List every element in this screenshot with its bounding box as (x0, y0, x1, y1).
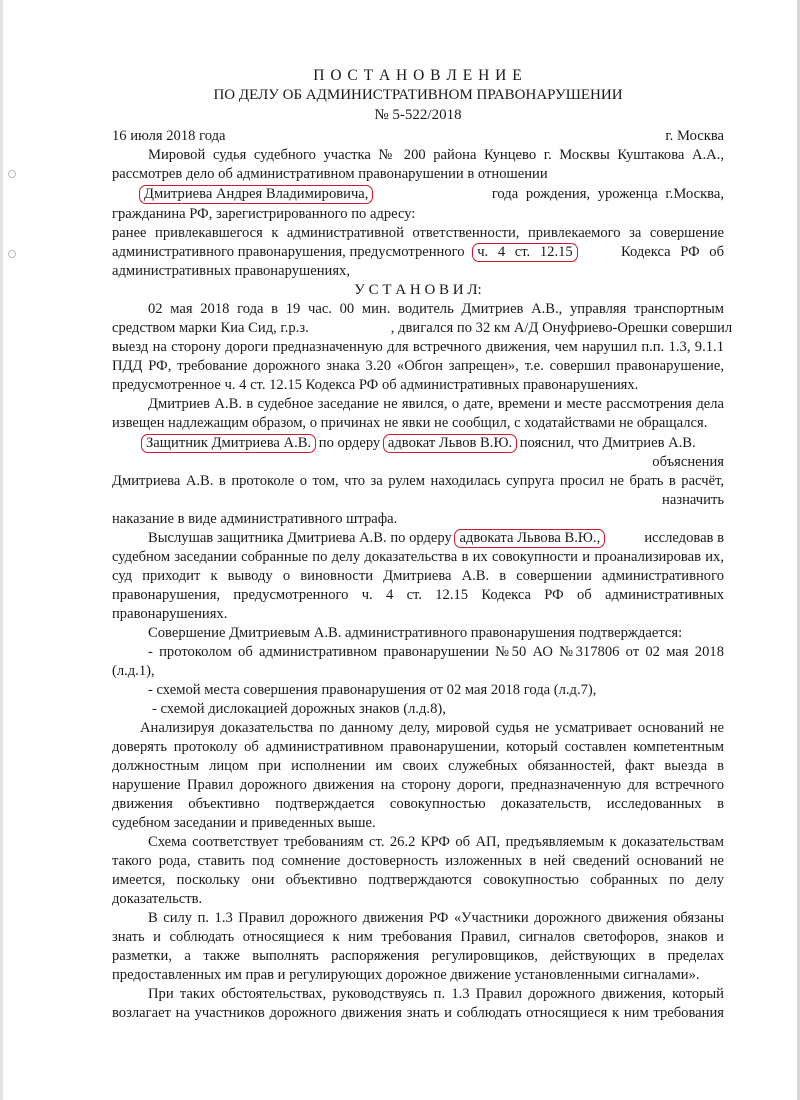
scan-edge-left (0, 0, 3, 1100)
paragraph-line: Схема соответствует требованиям ст. 26.2 КРФ об АП, предъявляемым к доказательствам (148, 834, 724, 850)
paragraph-line: выезд на сторону дороги предназначенную для встречного движения, чем нарушил п.п. 1.3, 9.1.1 (112, 339, 724, 355)
intro-line: ранее привлекавшегося к административной ответственности, привлекаемого за совершение (112, 225, 724, 241)
paragraph-line: извещен надлежащим образом, о причинах не явки не сообщил, с ходатайствами не обращался. (112, 415, 708, 431)
paragraph-line: предусмотренное ч. 4 ст. 12.15 Кодекса РФ об административных правонарушениях. (112, 377, 639, 393)
paragraph-line: Защитник Дмитриева А.В. по ордеру адвокат Львов В.Ю. пояснил, что Дмитриев А.В. (112, 434, 724, 453)
birth-info: года рождения, уроженца г.Москва, (491, 186, 724, 202)
intro-line (112, 185, 724, 204)
paragraph-line: имеется, поскольку они объективно подтверждаются совокупностью собранных по делу (112, 872, 724, 888)
paragraph-line: При таких обстоятельствах, руководствуясь п. 1.3 Правил дорожного движения, который (148, 986, 724, 1002)
defendant-name-highlight: Дмитриева Андрея Владимировича, (139, 185, 373, 204)
paragraph-line: предоставленных им прав и регулирующих дорожное движение установленными сигналами». (112, 967, 700, 983)
paragraph-line: судебном заседании собранные по делу доказательства в их совокупности и проанализировав их, (112, 549, 724, 565)
paragraph-line: наказание в виде административного штрафа. (112, 511, 398, 527)
paragraph-line: судебном заседании и приведенных выше. (112, 815, 376, 831)
paragraph-line: объяснения (652, 454, 724, 470)
hole-mark (8, 250, 16, 258)
paragraph-line: доверять протоколу об административном правонарушении, который составлен компетентным (112, 739, 724, 755)
paragraph-line: движения объективно подтверждается совокупностью доказательств, исследованных в (112, 796, 724, 812)
intro-line: гражданина РФ, зарегистрированного по адресу: (112, 206, 416, 222)
document-city: г. Москва (665, 128, 724, 144)
lawyer-highlight-2: адвоката Львова В.Ю., (454, 529, 605, 548)
paragraph-line: средством марки Киа Сид, г.р.з. , двигался по 32 км А/Д Онуфриево-Орешки совершил (112, 320, 733, 336)
document-title: П О С Т А Н О В Л Е Н И Е (313, 67, 523, 84)
lawyer-highlight: адвокат Львов В.Ю. (383, 434, 517, 453)
paragraph-line: доказательств. (112, 891, 203, 907)
document-subtitle: ПО ДЕЛУ ОБ АДМИНИСТРАТИВНОМ ПРАВОНАРУШЕНИИ (213, 87, 623, 103)
paragraph-line: 02 мая 2018 года в 19 час. 00 мин. водитель Дмитриев А.В., управляя транспортным (148, 301, 724, 317)
paragraph-line: знать и соблюдать относящиеся к ним требования Правил, сигналов светофоров, знаков и (112, 929, 724, 945)
case-number: № 5-522/2018 (374, 107, 462, 123)
paragraph-line: (л.д.1), (112, 663, 155, 679)
paragraph-line: возлагает на участников дорожного движения знать и соблюдать относящиеся к ним требования (112, 1005, 724, 1021)
date-line (112, 127, 724, 146)
intro-line: Мировой судья судебного участка № 200 района Кунцево г. Москвы Куштакова А.А., (148, 147, 724, 163)
paragraph-line: должностным лицом при исполнении им своих служебных обязанностей, факт выезда в (112, 758, 724, 774)
binding-holes (6, 150, 20, 280)
paragraph-line: правонарушениях. (112, 606, 228, 622)
section-heading: У С Т А Н О В И Л: (354, 282, 482, 298)
article-highlight: ч. 4 ст. 12.15 (472, 243, 577, 262)
paragraph-line: нарушение Правил дорожного движения на сторону дороги, предназначенную для встречного (112, 777, 724, 793)
document-date: 16 июля 2018 года (112, 128, 226, 144)
paragraph-line: Дмитриев А.В. в судебное заседание не явился, о дате, времени и месте рассмотрения дела (148, 396, 724, 412)
paragraph-line: разметки, а также выполнять распоряжения регулировщиков, действующих в пределах (112, 948, 724, 964)
hole-mark (8, 170, 16, 178)
paragraph-line: правонарушения, предусмотренного ч. 4 ст. 12.15 Кодекса РФ об административных (112, 587, 724, 603)
evidence-item: - протоколом об административном правонарушении №50 АО №317806 от 02 мая 2018 (148, 644, 724, 660)
intro-line: административного правонарушения, предусмотренного ч. 4 ст. 12.15 Кодекса РФ об (112, 244, 724, 260)
evidence-item: - схемой места совершения правонарушения от 02 мая 2018 года (л.д.7), (148, 682, 597, 698)
evidence-item: - схемой дислокацией дорожных знаков (л.д.8), (152, 701, 446, 717)
paragraph-line: такого рода, ставить под сомнение достоверность изложенных в ней сведений оснований не (112, 853, 724, 869)
paragraph-line: суд приходит к выводу о виновности Дмитриева А.В. в совершении административного (112, 568, 724, 584)
paragraph-line: Анализируя доказательства по данному делу, мировой судья не усматривает оснований не (140, 720, 724, 736)
defender-highlight: Защитник Дмитриева А.В. (141, 434, 316, 453)
paragraph-line: Дмитриева А.В. в протоколе о том, что за рулем находилась супруга просил не брать в расчёт, (112, 473, 724, 489)
paragraph-line: назначить (662, 492, 724, 508)
paragraph-line: ПДД РФ, требование дорожного знака 3.20 «Обгон запрещен», т.е. совершил правонарушение, (112, 358, 724, 374)
intro-line: рассмотрев дело об административном правонарушении в отношении (112, 166, 548, 182)
intro-line: административных правонарушениях, (112, 263, 350, 279)
paragraph-line: Совершение Дмитриевым А.В. административного правонарушения подтверждается: (148, 625, 683, 641)
paragraph-line: В силу п. 1.3 Правил дорожного движения РФ «Участники дорожного движения обязаны (148, 910, 724, 926)
paragraph-line: Выслушав защитника Дмитриева А.В. по ордеру адвоката Львова В.Ю., исследовав в (148, 530, 724, 546)
